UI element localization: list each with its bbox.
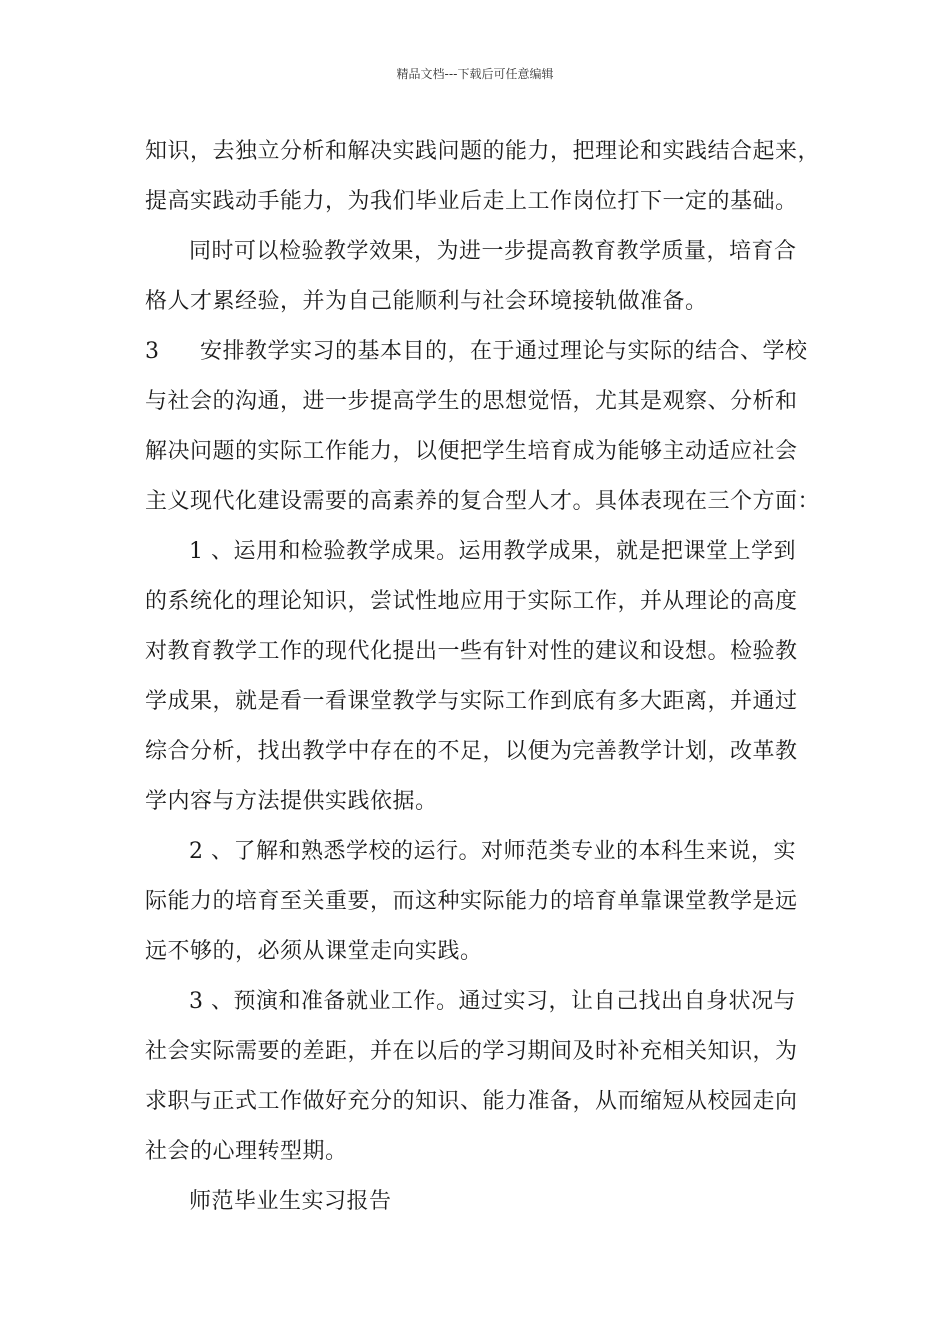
body-line: 知识，去独立分析和解决实践问题的能力，把理论和实践结合起来， [145, 139, 821, 164]
body-line: 学成果，就是看一看课堂教学与实际工作到底有多大距离，并通过 [145, 689, 798, 714]
body-line: 学内容与方法提供实践依据。 [145, 789, 438, 814]
body-line: 同时可以检验教学效果，为进一步提高教育教学质量，培育合 [189, 239, 797, 264]
body-line: 解决问题的实际工作能力，以便把学生培育成为能够主动适应社会 [145, 439, 798, 464]
body-line: 社会实际需要的差距，并在以后的学习期间及时补充相关知识，为 [145, 1039, 798, 1064]
body-line: 综合分析，找出教学中存在的不足，以便为完善教学计划，改革教 [145, 739, 798, 764]
body-line: 主义现代化建设需要的高素养的复合型人才。具体表现在三个方面： [145, 489, 821, 514]
page-header: 精品文档---下载后可任意编辑 [396, 67, 554, 81]
report-title: 师范毕业生实习报告 [189, 1189, 392, 1214]
body-line: 2 、了解和熟悉学校的运行。对师范类专业的本科生来说，实 [189, 839, 796, 864]
body-line: 远不够的，必须从课堂走向实践。 [145, 939, 483, 964]
body-line: 求职与正式工作做好充分的知识、能力准备，从而缩短从校园走向 [145, 1089, 798, 1114]
body-line: 提高实践动手能力，为我们毕业后走上工作岗位打下一定的基础。 [145, 189, 798, 214]
document-body [145, 127, 821, 1227]
section-number: 3 [145, 339, 160, 364]
body-line: 的系统化的理论知识，尝试性地应用于实际工作，并从理论的高度 [145, 589, 798, 614]
section-line [145, 327, 810, 377]
body-line: 格人才累经验，并为自己能顺利与社会环境接轨做准备。 [145, 289, 708, 314]
body-line: 3 、预演和准备就业工作。通过实习，让自己找出自身状况与 [189, 989, 796, 1014]
body-line: 社会的心理转型期。 [145, 1139, 348, 1164]
body-line: 安排教学实习的基本目的，在于通过理论与实际的结合、学校 [200, 339, 808, 364]
body-line: 际能力的培育至关重要，而这种实际能力的培育单靠课堂教学是远 [145, 889, 798, 914]
body-line: 对教育教学工作的现代化提出一些有针对性的建议和设想。检验教 [145, 639, 798, 664]
body-line: 与社会的沟通，进一步提高学生的思想觉悟，尤其是观察、分析和 [145, 389, 798, 414]
body-line: 1 、运用和检验教学成果。运用教学成果，就是把课堂上学到 [189, 539, 796, 564]
